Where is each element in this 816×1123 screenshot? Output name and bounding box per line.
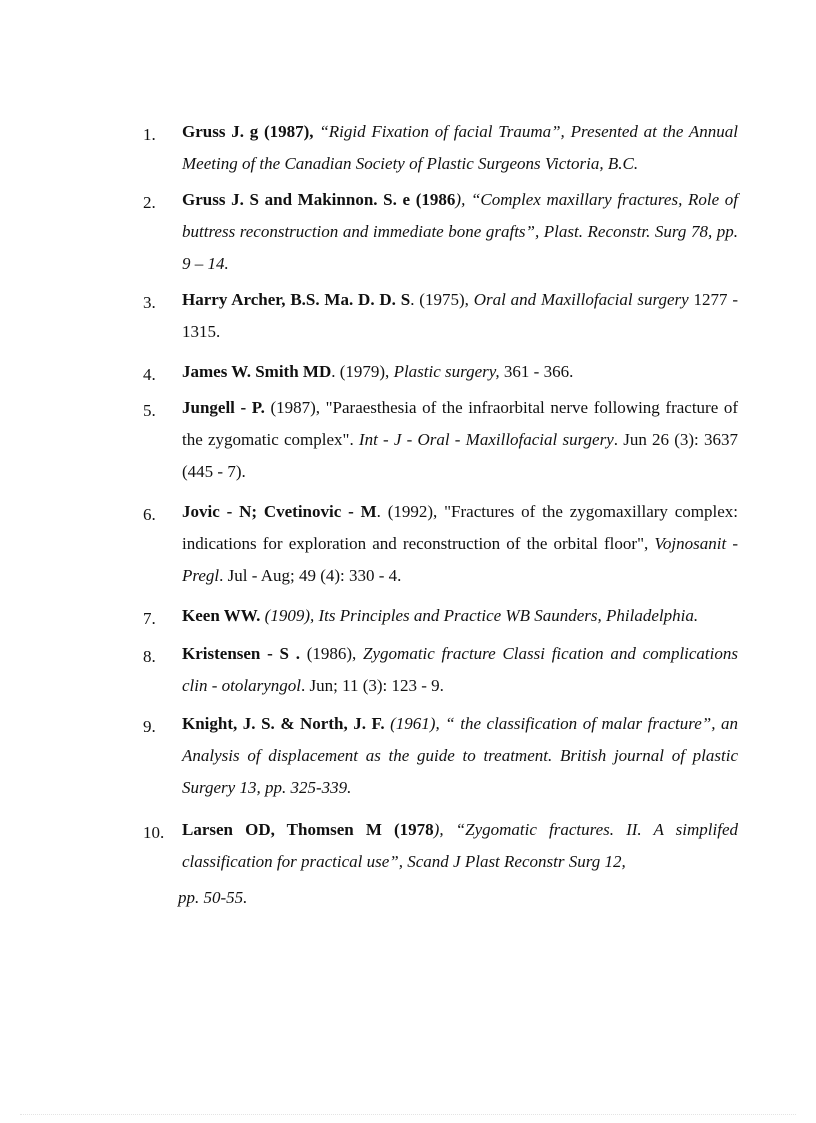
reference-italic-text: (1961), “ the classification of malar fracture”, an Analysis of displacement as the guide to treatment. British journal of plastic Surgery 13, pp. 325-339. [182, 714, 738, 797]
reference-item [0, 116, 738, 180]
reference-text: 361 - 366. [499, 362, 574, 381]
reference-list [0, 116, 816, 918]
reference-text: . (1979), [331, 362, 394, 381]
reference-text: (1986), [299, 644, 364, 663]
reference-pages: pp. 50-55. [178, 888, 248, 907]
reference-authors: Harry Archer, B.S. Ma. D. D. S [182, 290, 411, 309]
reference-italic-text: (1909), Its Principles and Practice WB Saunders, Philadelphia. [260, 606, 699, 625]
reference-italic-text: Oral and Maxillofacial surgery [473, 290, 689, 309]
reference-item [0, 184, 738, 280]
reference-item [0, 638, 738, 702]
reference-authors: Keen WW. [182, 606, 261, 625]
reference-text: 1277 - 1315. [182, 290, 738, 341]
reference-italic-text: Vojnosanit - Pregl [182, 534, 738, 585]
reference-number: 1. [143, 125, 156, 144]
reference-italic-text: Plastic surgery, [393, 362, 500, 381]
reference-number: 9. [143, 717, 156, 736]
reference-number: 5. [143, 401, 156, 420]
reference-item [0, 708, 738, 804]
reference-authors: Knight, J. S. & North, J. F. [182, 714, 385, 733]
reference-item [0, 814, 738, 914]
reference-number: 7. [143, 609, 156, 628]
reference-number: 8. [143, 647, 156, 666]
reference-text: . Jun 26 (3): 3637 (445 - 7). [182, 430, 738, 481]
reference-number: 4. [143, 365, 156, 384]
reference-number: 6. [143, 505, 156, 524]
reference-number: 2. [143, 193, 156, 212]
reference-authors: Kristensen - S . [182, 644, 300, 663]
reference-number: 3. [143, 293, 156, 312]
reference-italic-text: “Rigid Fixation of facial Trauma”, Presented at the Annual Meeting of the Canadian Society of Plastic Surgeons Victoria, B.C. [182, 122, 738, 173]
reference-item [0, 496, 738, 592]
reference-italic-text: Zygomatic fracture Classi fication and complications clin - otolaryngol [182, 644, 738, 695]
reference-item [0, 356, 738, 388]
reference-authors: Jovic - N; Cvetinovic - M [182, 502, 377, 521]
reference-text: . (1992), "Fractures of the zygomaxillary complex: indications for exploration and reconstruction of the orbital floor", [182, 502, 738, 553]
reference-italic-text: Int - J - Oral - Maxillofacial surgery [358, 430, 614, 449]
reference-text: . Jun; 11 (3): 123 - 9. [300, 676, 444, 695]
reference-italic-text: ), “Zygomatic fractures. II. A simplifed classification for practical use”, Scand J Plast Reconstr Surg 12, [182, 820, 738, 871]
reference-item [0, 284, 738, 348]
reference-authors: James W. Smith MD [182, 362, 332, 381]
reference-text: (1987), "Paraesthesia of the infraorbital nerve following fracture of the zygomatic complex". [182, 398, 739, 449]
reference-authors: Gruss J. g (1987), [182, 122, 320, 141]
reference-authors: Larsen OD, Thomsen M (1978 [182, 820, 434, 839]
reference-number: 10. [143, 823, 165, 842]
reference-authors: Jungell - P. [182, 398, 265, 417]
reference-text: . Jul - Aug; 49 (4): 330 - 4. [219, 566, 402, 585]
reference-authors: Gruss J. S and Makinnon. S. e (1986 [182, 190, 456, 209]
reference-item [0, 392, 738, 488]
reference-italic-text: ), “Complex maxillary fractures, Role of buttress reconstruction and immediate bone grafts”, Plast. Reconstr. Surg 78, pp. 9 – 14. [182, 190, 739, 273]
page-bottom-divider [20, 1114, 796, 1115]
reference-text: . (1975), [410, 290, 474, 309]
reference-item [0, 600, 738, 632]
